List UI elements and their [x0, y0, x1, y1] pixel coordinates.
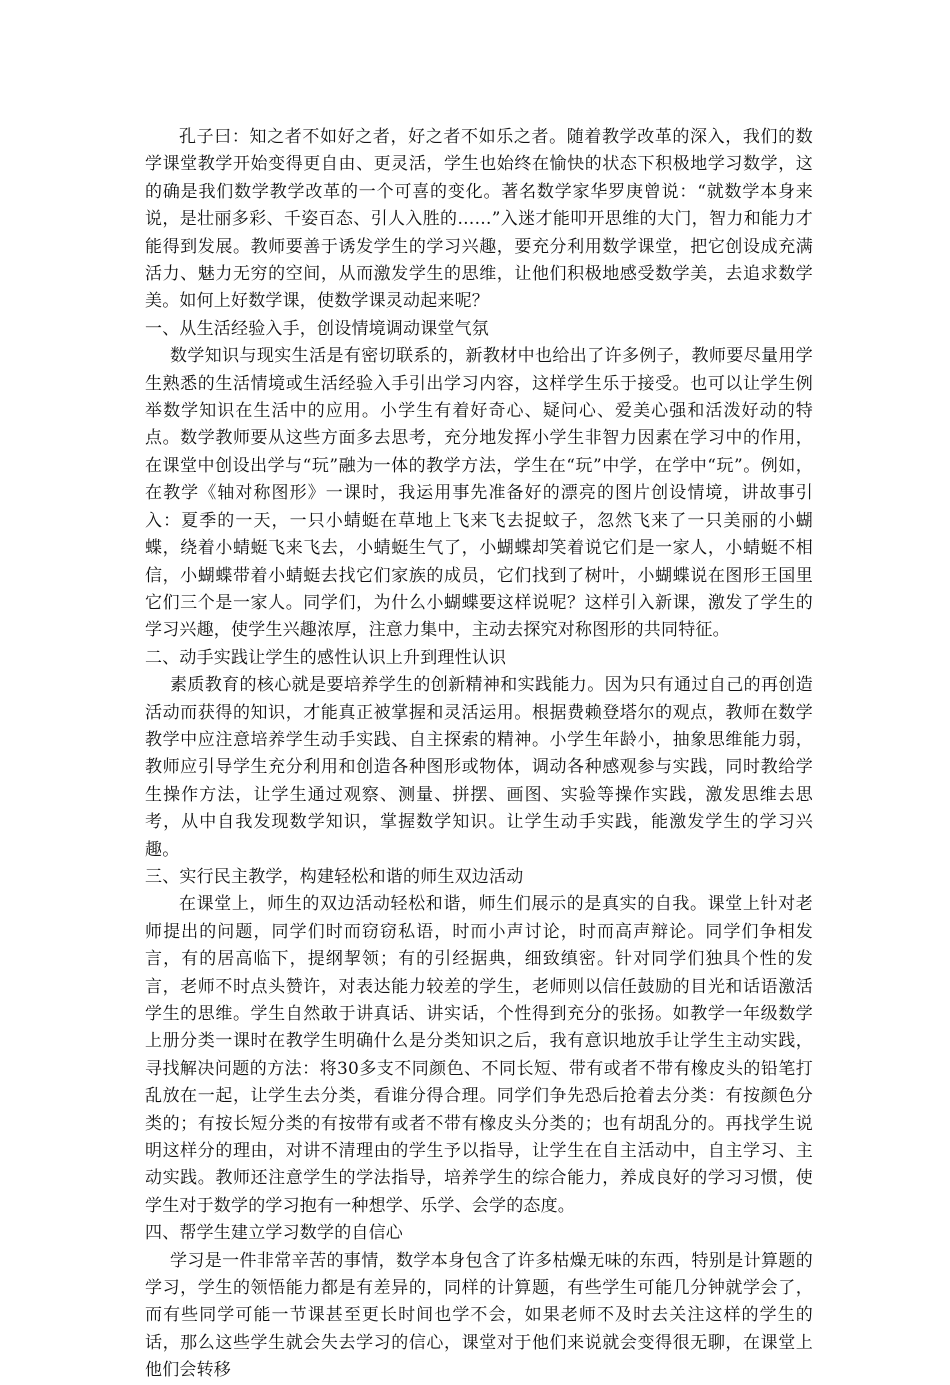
section-heading-3: 三、实行民主教学，构建轻松和谐的师生双边活动	[145, 866, 524, 887]
section-heading-2: 二、动手实践让学生的感性认识上升到理性认识	[145, 647, 507, 668]
intro-paragraph: 孔子曰：知之者不如好之者，好之者不如乐之者。随着教学改革的深入，我们的数学课堂教学开始变得更自由、更灵活，学生也始终在愉快的状态下积极地学习数学，这的确是我们数学教学改革的一个可喜的变化。著名数学家华罗庚曾说：“就数学本身来说，是壮丽多彩、千姿百态、引人入胜的……”入迷才能叩开思维的大门，智力和能力才能得到发展。教师要善于诱发学生的学习兴趣，要充分利用数学课堂，把它创设成充满活力、魅力无穷的空间，从而激发学生的思维，让他们积极地感受数学美，去追求数学美。如何上好数学课，使数学课灵动起来呢？	[145, 127, 813, 312]
section-heading-4: 四、帮学生建立学习数学的自信心	[145, 1223, 403, 1244]
section-body-1: 数学知识与现实生活是有密切联系的，新教材中也给出了许多例子，教师要尽量用学生熟悉的生活情境或生活经验入手引出学习内容，这样学生乐于接受。也可以让学生例举数学知识在生活中的应用。小学生有着好奇心、疑问心、爱美心强和活泼好动的特点。数学教师要从这些方面多去思考，充分地发挥小学生非智力因素在学习中的作用，在课堂中创设出学与“玩”融为一体的教学方法，学生在“玩”中学，在学中“玩”。例如，在教学《轴对称图形》一课时，我运用事先准备好的漂亮的图片创设情境，讲故事引入：夏季的一天，一只小蜻蜓在草地上飞来飞去捉蚊子，忽然飞来了一只美丽的小蝴蝶，绕着小蜻蜓飞来飞去，小蜻蜓生气了，小蝴蝶却笑着说它们是一家人，小蜻蜓不相信，小蝴蝶带着小蜻蜓去找它们家族的成员，它们找到了树叶，小蝴蝶说在图形王国里它们三个是一家人。同学们，为什么小蝴蝶要这样说呢？这样引入新课，激发了学生的学习兴趣，使学生兴趣浓厚，注意力集中，主动去探究对称图形的共同特征。	[145, 346, 813, 641]
section-body-3: 在课堂上，师生的双边活动轻松和谐，师生们展示的是真实的自我。课堂上针对老师提出的问题，同学们时而窃窃私语，时而小声讨论，时而高声辩论。同学们争相发言，有的居高临下，提纲挈领；有的引经据典，细致缜密。针对同学们独具个性的发言，老师不时点头赞许，对表达能力较差的学生，老师则以信任鼓励的目光和话语激活学生的思维。学生自然敢于讲真话、讲实话，个性得到充分的张扬。如教学一年级数学上册分类一课时在教学生明确什么是分类知识之后，我有意识地放手让学生主动实践，寻找解决问题的方法：将30多支不同颜色、不同长短、带有或者不带有橡皮头的铅笔打乱放在一起，让学生去分类，看谁分得合理。同学们争先恐后抢着去分类：有按颜色分类的；有按长短分类的有按带有或者不带有橡皮头分类的；也有胡乱分的。再找学生说明这样分的理由，对讲不清理由的学生予以指导，让学生在自主活动中，自主学习、主动实践。教师还注意学生的学法指导，培养学生的综合能力，养成良好的学习习惯，使学生对于数学的学习抱有一种想学、乐学、会学的态度。	[145, 894, 813, 1216]
section-body-4: 学习是一件非常辛苦的事情，数学本身包含了许多枯燥无味的东西，特别是计算题的学习，学生的领悟能力都是有差异的，同样的计算题，有些学生可能几分钟就学会了，而有些同学可能一节课甚至更长时间也学不会，如果老师不及时去关注这样的学生的话，那么这些学生就会失去学习的信心，课堂对于他们来说就会变得很无聊，在课堂上他们会转移	[145, 1250, 813, 1381]
section-heading-1: 一、从生活经验入手，创设情境调动课堂气氛	[145, 318, 489, 339]
section-body-2: 素质教育的核心就是要培养学生的创新精神和实践能力。因为只有通过自己的再创造活动而获得的知识，才能真正被掌握和灵活运用。根据费赖登塔尔的观点，教师在数学教学中应注意培养学生动手实践、自主探索的精神。小学生年龄小，抽象思维能力弱，教师应引导学生充分利用和创造各种图形或物体，调动各种感观参与实践，同时教给学生操作方法，让学生通过观察、测量、拼摆、画图、实验等操作实践，激发思维去思考，从中自我发现数学知识，掌握数学知识。让学生动手实践，能激发学生的学习兴趣。	[145, 675, 813, 860]
document-page	[145, 124, 813, 1385]
